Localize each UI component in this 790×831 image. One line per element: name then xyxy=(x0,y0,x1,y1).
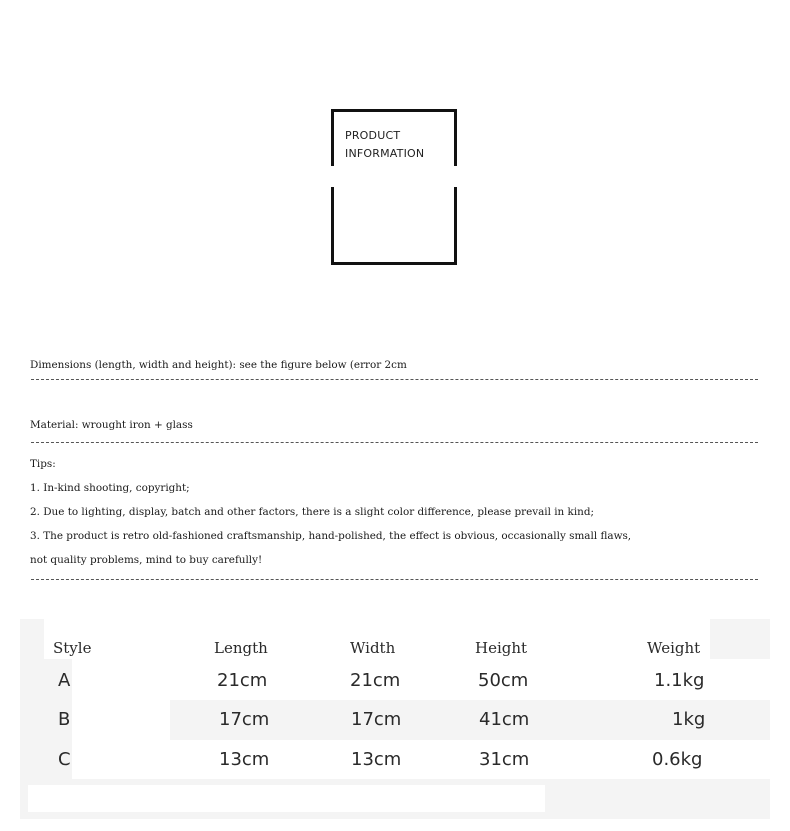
cell-style: B xyxy=(58,709,71,730)
col-header-height: Height xyxy=(475,639,528,657)
divider-dashed xyxy=(31,379,758,380)
product-info-frame-gap xyxy=(322,166,466,187)
cell-height: 31cm xyxy=(479,749,530,770)
tip-2: 2. Due to lighting, display, batch and other factors, there is a slight color difference, please prevail in kind; xyxy=(30,506,595,518)
cell-style: C xyxy=(58,749,71,770)
cell-length: 17cm xyxy=(219,709,270,730)
table-shade-header-right xyxy=(710,619,770,659)
cell-height: 41cm xyxy=(479,709,530,730)
product-info-title-line1: PRODUCT xyxy=(345,129,401,142)
tips-title: Tips: xyxy=(30,458,56,470)
tip-3-continued: not quality problems, mind to buy carefully! xyxy=(30,554,263,566)
col-header-length: Length xyxy=(214,639,268,657)
cell-height: 50cm xyxy=(478,670,529,691)
table-shade-header-left xyxy=(20,619,44,659)
divider-dashed xyxy=(31,579,758,580)
dimensions-note: Dimensions (length, width and height): see the figure below (error 2cm xyxy=(30,359,407,371)
cell-length: 21cm xyxy=(217,670,268,691)
divider-dashed xyxy=(31,442,758,443)
product-info-title xyxy=(345,127,424,163)
cell-style: A xyxy=(58,670,71,691)
table-footer-blank xyxy=(28,785,545,812)
col-header-style: Style xyxy=(53,639,92,657)
tip-3: 3. The product is retro old-fashioned craftsmanship, hand-polished, the effect is obvious, occasionally small flaws, xyxy=(30,530,632,542)
cell-weight: 0.6kg xyxy=(652,749,703,770)
col-header-width: Width xyxy=(350,639,396,657)
cell-width: 17cm xyxy=(351,709,402,730)
cell-width: 13cm xyxy=(351,749,402,770)
cell-width: 21cm xyxy=(350,670,401,691)
product-info-title-line2: INFORMATION xyxy=(345,147,425,160)
col-header-weight: Weight xyxy=(647,639,701,657)
tip-1: 1. In-kind shooting, copyright; xyxy=(30,482,190,494)
material-note: Material: wrought iron + glass xyxy=(30,419,193,431)
cell-length: 13cm xyxy=(219,749,270,770)
cell-weight: 1.1kg xyxy=(654,670,705,691)
cell-weight: 1kg xyxy=(672,709,706,730)
